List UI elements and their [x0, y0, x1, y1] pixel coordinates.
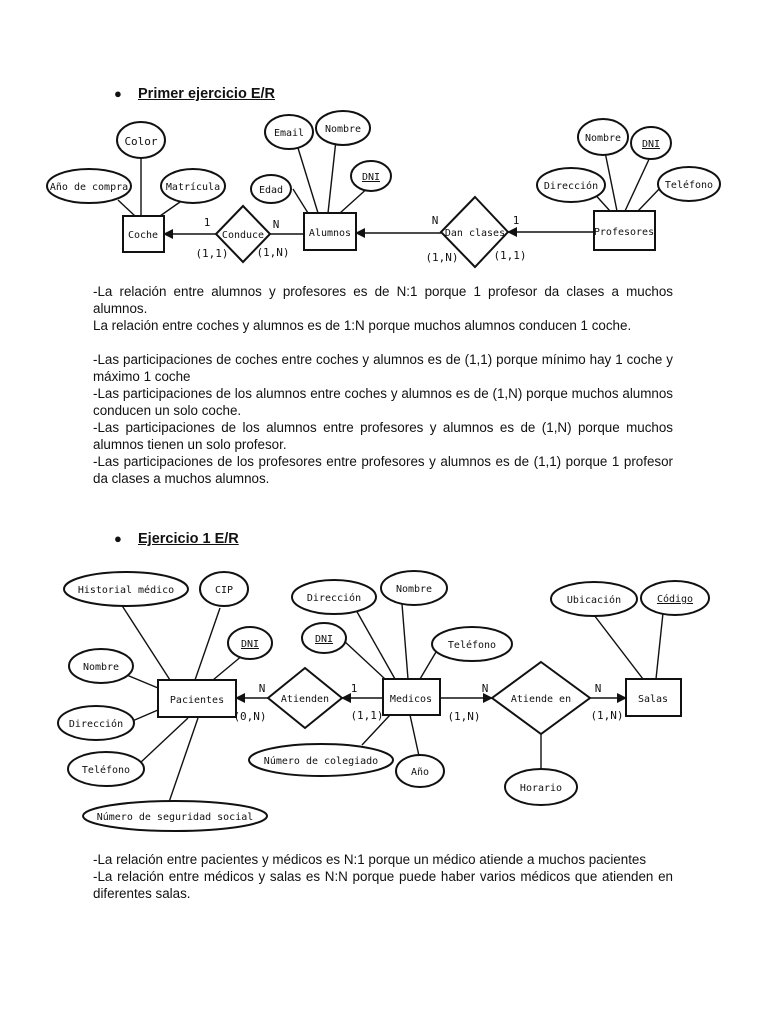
- attribute-codigo-key: [641, 581, 709, 615]
- participation-label: (1,1): [195, 247, 229, 260]
- paragraph: -La relación entre alumnos y profesores es de N:1 porque 1 profesor da clases a muchos alumnos.: [93, 284, 673, 316]
- svg-text:Nombre: Nombre: [395, 584, 433, 595]
- attribute-color: [117, 122, 165, 158]
- svg-text:Ubicación: Ubicación: [566, 595, 622, 606]
- svg-text:Dirección: Dirección: [306, 593, 362, 604]
- attribute-medico-telefono: [432, 627, 512, 661]
- svg-text:DNI: DNI: [361, 172, 381, 183]
- attribute-historial-medico: [64, 572, 188, 606]
- paragraph: La relación entre coches y alumnos es de 1:N porque muchos alumnos conducen 1 coche.: [93, 318, 632, 333]
- attribute-direccion: [537, 168, 605, 202]
- svg-text:DNI: DNI: [641, 139, 661, 150]
- attribute-telefono: [68, 752, 144, 786]
- svg-text:Teléfono: Teléfono: [664, 180, 714, 191]
- attribute-ano-de-compra: [47, 169, 131, 203]
- attribute-ubicacion: [551, 582, 637, 616]
- participation-label: (1,1): [493, 249, 527, 262]
- attribute-edad: [251, 175, 291, 203]
- participation-label: (0,N): [233, 710, 267, 723]
- attribute-nombre: [316, 111, 370, 145]
- svg-text:Teléfono: Teléfono: [81, 765, 131, 776]
- section-heading-1: [114, 86, 275, 102]
- svg-text:Atiende en: Atiende en: [510, 694, 572, 705]
- cardinality-label: N: [431, 214, 439, 227]
- svg-text:Dirección: Dirección: [543, 181, 599, 192]
- svg-text:Email: Email: [273, 128, 305, 139]
- explanation-text-1: [93, 283, 673, 487]
- paragraph-gap: [93, 334, 673, 351]
- svg-text:Historial médico: Historial médico: [77, 585, 175, 596]
- attribute-medico-nombre: [381, 571, 447, 605]
- participation-label: (1,N): [447, 710, 481, 723]
- paragraph: -La relación entre médicos y salas es N:N porque puede haber varios médicos que atienden en diferentes salas.: [93, 869, 673, 901]
- attribute-direccion: [58, 706, 134, 740]
- bullet-icon: ●: [114, 531, 122, 546]
- svg-text:Nombre: Nombre: [82, 662, 120, 673]
- attribute-profesor-dni-key: [631, 127, 671, 159]
- svg-text:Número de colegiado: Número de colegiado: [263, 756, 379, 767]
- explanation-text-2: [93, 851, 673, 902]
- attribute-dni-key: [228, 627, 272, 659]
- svg-text:Edad: Edad: [258, 185, 284, 196]
- cardinality-label: N: [272, 218, 280, 231]
- cardinality-label: N: [481, 682, 489, 695]
- attribute-email: [265, 115, 313, 149]
- relation-atienden: [268, 668, 342, 728]
- paragraph: -Las participaciones de los alumnos entre profesores y alumnos es de (1,N) porque muchos alumnos tienen un solo profesor.: [93, 420, 673, 452]
- bullet-icon: ●: [114, 86, 122, 101]
- attribute-numero-seguridad-social: [83, 801, 267, 831]
- cardinality-label: 1: [203, 216, 211, 229]
- svg-text:Código: Código: [656, 594, 694, 605]
- svg-text:Año: Año: [410, 767, 430, 778]
- paragraph: -Las participaciones de los profesores entre profesores y alumnos es de (1,1) porque 1 profesor da clases a muchos alumnos.: [93, 454, 673, 486]
- heading-text: Primer ejercicio E/R: [138, 86, 276, 102]
- attribute-matricula: [161, 169, 225, 203]
- attribute-medico-dni-key: [302, 623, 346, 653]
- cardinality-label: 1: [350, 682, 358, 695]
- participation-label: (1,N): [425, 251, 459, 264]
- svg-text:Teléfono: Teléfono: [447, 640, 497, 651]
- attribute-ano: [396, 755, 444, 787]
- svg-text:Profesores: Profesores: [593, 227, 655, 238]
- svg-text:Nombre: Nombre: [324, 124, 362, 135]
- paragraph: -Las participaciones de los alumnos entre coches y alumnos es de (1,N) porque muchos alumnos conducen un solo coche.: [93, 386, 673, 418]
- svg-text:Pacientes: Pacientes: [169, 695, 225, 706]
- relation-atiende-en: [492, 662, 590, 734]
- attribute-telefono: [658, 167, 720, 201]
- attribute-medico-direccion: [292, 580, 376, 614]
- svg-text:DNI: DNI: [240, 639, 260, 650]
- attribute-dni-key: [351, 161, 391, 191]
- svg-text:Dan clases: Dan clases: [444, 228, 506, 239]
- er-diagram-1: [0, 110, 768, 280]
- cardinality-label: 1: [512, 214, 520, 227]
- svg-text:Nombre: Nombre: [584, 133, 622, 144]
- entity-coche: [123, 216, 164, 252]
- section-heading-2: [114, 531, 239, 547]
- paragraph: -La relación entre pacientes y médicos es N:1 porque un médico atiende a muchos pacientes: [93, 852, 647, 867]
- participation-label: (1,N): [590, 709, 624, 722]
- svg-text:Salas: Salas: [637, 694, 669, 705]
- attribute-nombre: [69, 649, 133, 683]
- svg-text:Horario: Horario: [519, 783, 563, 794]
- svg-text:Atienden: Atienden: [280, 694, 330, 705]
- svg-text:Coche: Coche: [127, 230, 159, 241]
- entity-pacientes: [158, 680, 236, 717]
- svg-text:Dirección: Dirección: [68, 719, 124, 730]
- er-diagram-2: [0, 560, 768, 830]
- attribute-profesor-nombre: [578, 119, 628, 155]
- attribute-horario: [505, 769, 577, 805]
- svg-text:Matrícula: Matrícula: [165, 182, 221, 193]
- entity-profesores: [594, 211, 655, 250]
- entity-salas: [626, 679, 681, 716]
- entity-medicos: [383, 679, 440, 715]
- heading-text: Ejercicio 1 E/R: [138, 531, 239, 547]
- participation-label: (1,1): [350, 709, 384, 722]
- svg-text:DNI: DNI: [314, 634, 334, 645]
- svg-text:Número de seguridad social: Número de seguridad social: [96, 812, 254, 823]
- attribute-cip: [200, 572, 248, 606]
- participation-label: (1,N): [256, 246, 290, 259]
- svg-text:Año de compra: Año de compra: [49, 182, 129, 193]
- cardinality-label: N: [258, 682, 266, 695]
- svg-text:Medicos: Medicos: [389, 694, 433, 705]
- svg-text:Conduce: Conduce: [221, 230, 265, 241]
- entity-alumnos: [304, 213, 356, 250]
- svg-text:Alumnos: Alumnos: [308, 228, 352, 239]
- paragraph: -Las participaciones de coches entre coches y alumnos es de (1,1) porque mínimo hay 1 coche y máximo 1 coche: [93, 352, 673, 384]
- cardinality-label: N: [594, 682, 602, 695]
- attribute-numero-colegiado: [249, 744, 393, 776]
- svg-text:Color: Color: [124, 135, 158, 148]
- svg-text:CIP: CIP: [214, 585, 234, 596]
